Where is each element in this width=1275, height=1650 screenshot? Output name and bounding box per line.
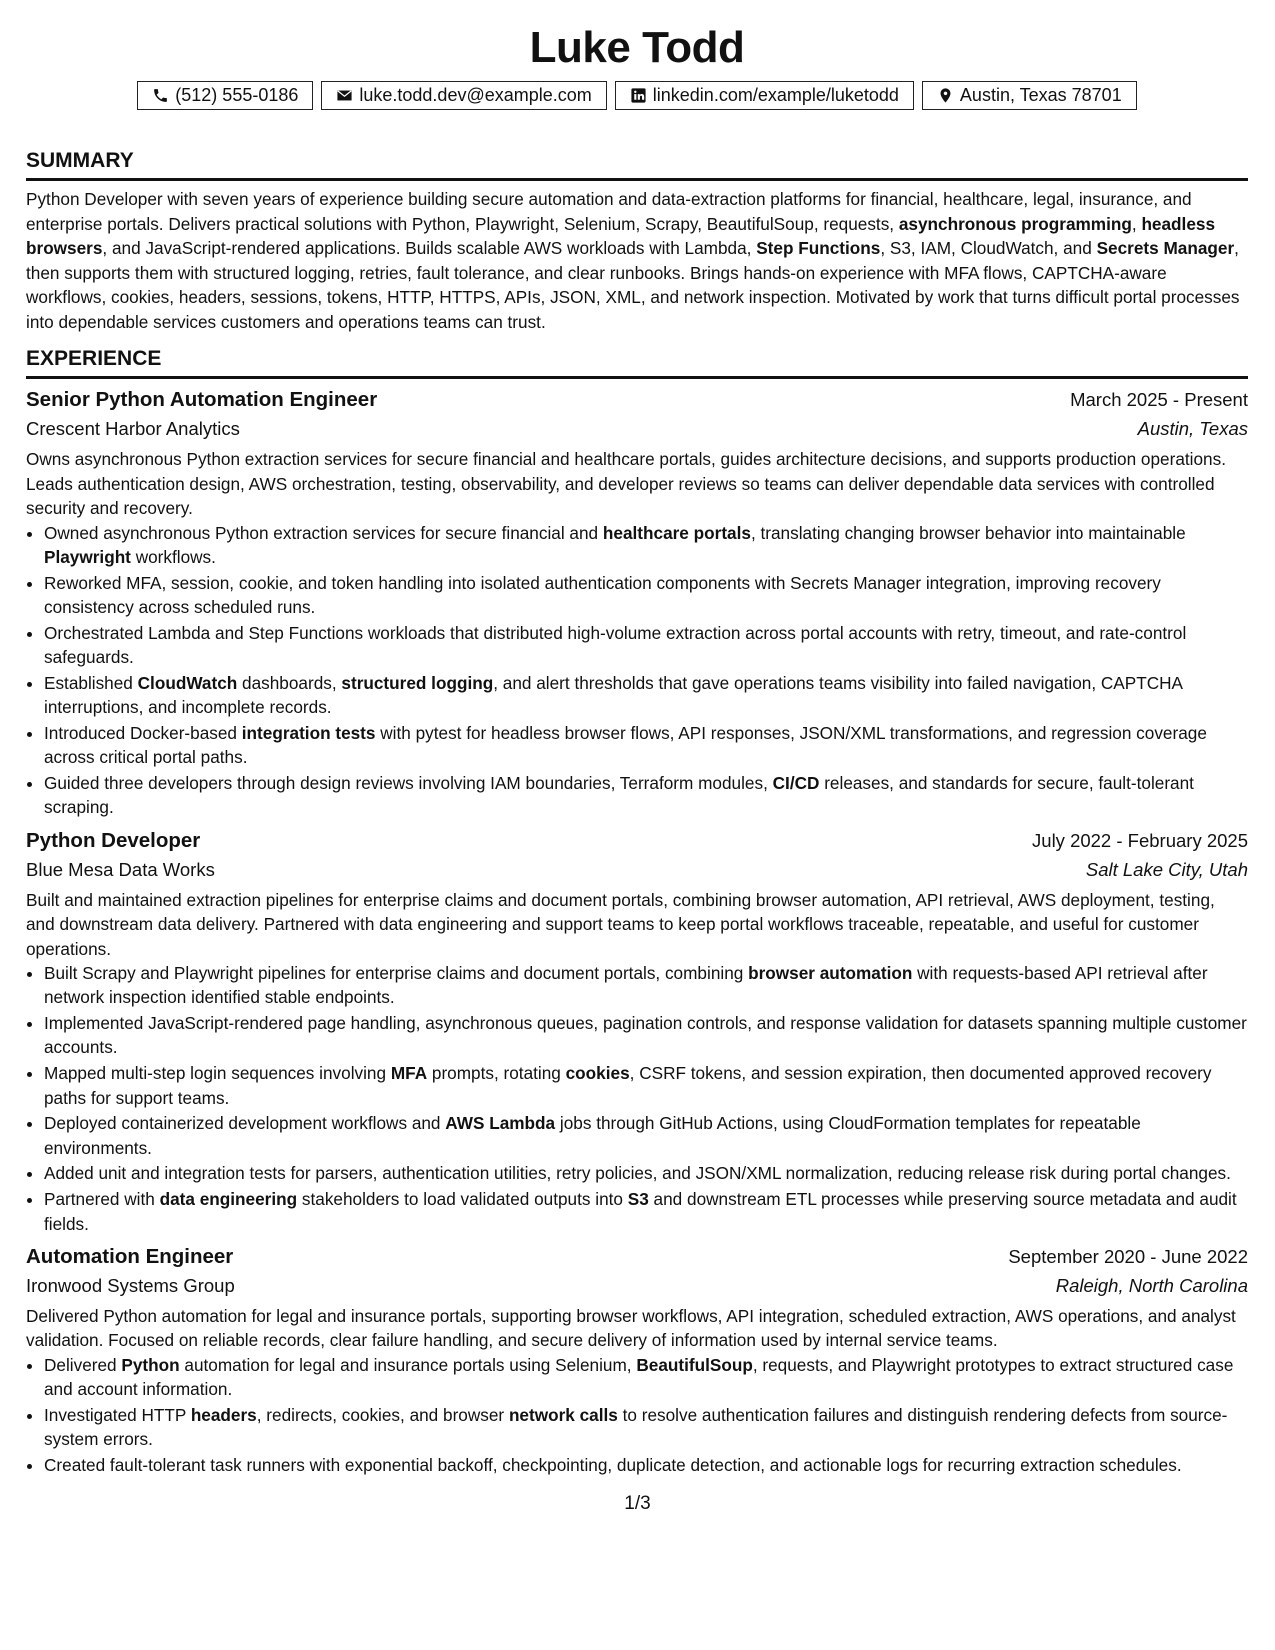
job-location: Austin, Texas [1137,418,1248,439]
email-icon [336,87,353,104]
contact-bar [26,81,1248,110]
bullet-item: • Established CloudWatch dashboards, structured logging, and alert thresholds that gave operations teams visibility into failed navigation, CAPTCHA interruptions, and incomplete records. [44,671,1248,720]
linkedin-icon [630,87,647,104]
location-pin-icon [937,87,954,104]
bold-keyword: AWS Lambda [445,1113,556,1134]
summary-section [26,148,1248,334]
job-dates: September 2020 - June 2022 [1008,1245,1248,1267]
contact-phone-text: (512) 555-0186 [175,85,299,105]
bullet-item: • Owned asynchronous Python extraction services for secure financial and healthcare portals, translating changing browser behavior into maintainable Playwright workflows. [44,521,1248,570]
contact-phone[interactable] [137,81,313,110]
bold-keyword: CloudWatch [137,672,238,693]
bold-keyword: headless browsers [26,213,1216,258]
job-title: Automation Engineer [26,1244,234,1268]
bold-keyword: CI/CD [772,772,820,793]
bold-keyword: healthcare portals [602,522,751,543]
resume-page [26,22,1248,1632]
bullet-item: • Introduced Docker-based integration tests with pytest for headless browser flows, API responses, JSON/XML transformations, and regression coverage across critical portal paths. [44,721,1248,770]
contact-location-text: Austin, Texas 78701 [959,85,1122,105]
page-number: 1/3 [624,1493,651,1514]
bold-keyword: Secrets Manager [1096,238,1235,258]
bold-keyword: S3 [627,1189,649,1210]
bold-keyword: browser automation [748,963,913,984]
company-name: Ironwood Systems Group [26,1274,235,1296]
bold-keyword: Step Functions [756,238,881,258]
contact-email[interactable] [321,81,606,110]
job-entry-1 [26,826,1248,1236]
bold-keyword: data engineering [159,1189,298,1210]
bold-keyword: headers [190,1404,257,1425]
job-title: Senior Python Automation Engineer [26,388,378,411]
company-name: Crescent Harbor Analytics [26,418,240,439]
bold-keyword: cookies [565,1063,630,1084]
job-dates: March 2025 - Present [1070,389,1248,410]
bold-keyword: integration tests [241,722,376,743]
job-bullets [26,961,1248,1236]
job-entry-0 [26,385,1248,820]
section-divider [26,178,1248,181]
bullet-item: • Implemented JavaScript-rendered page handling, asynchronous queues, pagination controls, and response validation for datasets spanning multiple customer accounts. [44,1011,1248,1060]
bold-keyword: asynchronous programming [898,213,1132,234]
bold-keyword: MFA [390,1063,428,1084]
bold-keyword: Playwright [44,546,131,567]
candidate-name: Luke Todd [529,23,745,72]
contact-location [922,81,1137,110]
phone-icon [152,87,169,104]
bullet-item: • Orchestrated Lambda and Step Functions workloads that distributed high-volume extraction across portal accounts with retry, timeout, and rate-control safeguards. [44,621,1248,670]
section-divider [26,376,1248,379]
bullet-item: • Created fault-tolerant task runners with exponential backoff, checkpointing, duplicate detection, and actionable logs for recurring extraction schedules. [44,1453,1248,1477]
experience-heading: EXPERIENCE [26,347,162,370]
bold-keyword: BeautifulSoup [636,1354,753,1375]
bullet-item: • Delivered Python automation for legal and insurance portals using Selenium, BeautifulSoup, requests, and Playwright prototypes to extract structured case and account information. [44,1353,1248,1402]
summary-text: Python Developer with seven years of experience building secure automation and data-extraction platforms for financial, healthcare, legal, insurance, and enterprise portals. Delivers practical solutions with Python, Playwright, Selenium, Scrapy, BeautifulSoup, requests, asynchronous programming, headless browsers, and JavaScript-rendered applications. Builds scalable AWS workloads with Lambda, Step Functions, S3, IAM, CloudWatch, and Secrets Manager, then supports them with structured logging, retries, fault tolerance, and clear runbooks. Brings hands-on experience with MFA flows, CAPTCHA-aware workflows, cookies, headers, sessions, tokens, HTTP, HTTPS, APIs, JSON, XML, and network inspection. Motivated by work that turns difficult portal processes into dependable services customers and operations teams can trust. [26,189,1240,332]
job-bullets [26,1353,1248,1477]
job-entry-2 [26,1242,1248,1477]
experience-section [26,346,1248,1477]
job-location: Salt Lake City, Utah [1085,858,1248,880]
job-description: Built and maintained extraction pipelines for enterprise claims and document portals, combining browser automation, API retrieval, AWS deployment, testing, and downstream data delivery. Partnered with data engineering and support teams to keep portal workflows traceable, repeatable, and useful for customer operations. [26,889,1215,959]
job-location: Raleigh, North Carolina [1055,1274,1248,1296]
contact-email-text: luke.todd.dev@example.com [359,85,592,105]
bullet-item: • Investigated HTTP headers, redirects, cookies, and browser network calls to resolve authentication failures and distinguish rendering defects from source-system errors. [44,1403,1248,1452]
bullet-item: • Mapped multi-step login sequences involving MFA prompts, rotating cookies, CSRF tokens, and session expiration, then documented approved recovery paths for support teams. [44,1061,1248,1110]
contact-linkedin[interactable] [615,81,914,110]
bullet-item: • Partnered with data engineering stakeholders to load validated outputs into S3 and downstream ETL processes while preserving source metadata and audit fields. [44,1187,1248,1236]
bullet-item: • Added unit and integration tests for parsers, authentication utilities, retry policies, and JSON/XML normalization, reducing release risk during portal changes. [44,1161,1248,1185]
job-description: Delivered Python automation for legal and insurance portals, supporting browser workflows, API integration, scheduled extraction, AWS operations, and analyst validation. Focused on reliable records, clear failure handling, and secure delivery of information used by internal service teams. [26,1305,1236,1351]
job-bullets [26,521,1248,820]
bold-keyword: Python [121,1354,180,1375]
job-dates: July 2022 - February 2025 [1032,829,1248,851]
job-description: Owns asynchronous Python extraction services for secure financial and healthcare portals, guides architecture decisions, and supports production operations. Leads authentication design, AWS orchestration, testing, observability, and developer reviews so teams can deliver dependable data services with controlled security and recovery. [26,449,1226,518]
company-name: Blue Mesa Data Works [26,858,215,880]
bullet-item: • Reworked MFA, session, cookie, and token handling into isolated authentication components with Secrets Manager integration, improving recovery consistency across scheduled runs. [44,571,1248,620]
contact-linkedin-text: linkedin.com/example/luketodd [652,85,899,105]
summary-heading: SUMMARY [26,149,134,172]
bullet-item: • Built Scrapy and Playwright pipelines for enterprise claims and document portals, combining browser automation with requests-based API retrieval after network inspection identified stable endpoints. [44,961,1248,1010]
bullet-item: • Deployed containerized development workflows and AWS Lambda jobs through GitHub Actions, using CloudFormation templates for repeatable environments. [44,1111,1248,1160]
bold-keyword: network calls [508,1404,618,1425]
bullet-item: • Guided three developers through design reviews involving IAM boundaries, Terraform modules, CI/CD releases, and standards for secure, fault-tolerant scraping. [44,771,1248,820]
job-title: Python Developer [26,828,201,852]
bold-keyword: structured logging [341,672,494,693]
